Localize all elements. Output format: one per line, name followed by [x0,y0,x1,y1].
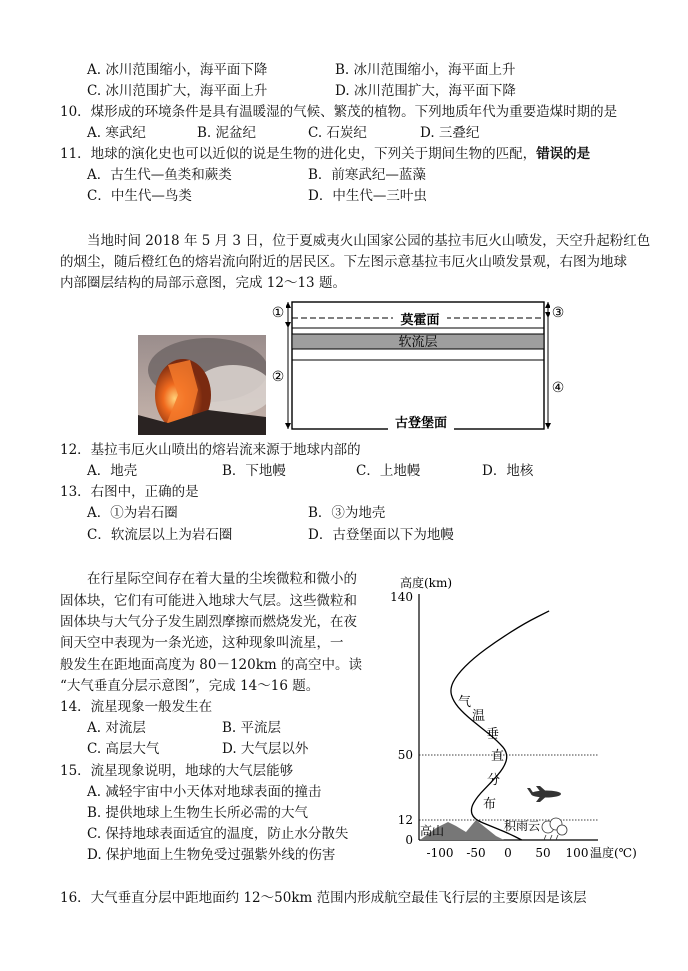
gutenberg-label: 古登堡面 [394,416,448,431]
q15-option-a: A. 减轻宇宙中小天体对地球表面的撞击 [87,784,322,800]
q10-option-d: D. 三叠纪 [420,125,480,141]
q15-option-c: C. 保持地球表面适宜的温度，防止水分散失 [87,826,349,842]
q13-option-a: A．①为岩石圈 [87,505,178,521]
xtick-50: 50 [535,846,551,860]
passage2-line5: 般发生在距地面高度为 80－120km 的高空中。读 [60,657,363,673]
xtick-neg50: -50 [466,846,486,860]
ytick-12: 12 [397,813,413,827]
passage2-line3: 固体块与大气分子发生剧烈摩擦而燃烧发光，在夜 [60,614,357,630]
xtick-neg100: -100 [426,846,454,860]
curve-label-6: 布 [483,797,497,812]
chart-ylabel: 高度(km) [400,576,453,590]
q14-option-c: C. 高层大气 [87,741,160,757]
q16-stem: 16．大气垂直分层中距地面约 12～50km 范围内形成航空最佳飞行层的主要原因是该层 [60,890,587,906]
passage1-line1: 当地时间 2018 年 5 月 3 日，位于夏威夷火山国家公园的基拉韦厄火山喷发，天空升起粉红色 [87,233,651,249]
passage1-line2: 的烟尘，随后橙红色的熔岩流向附近的居民区。下左图示意基拉韦厄火山喷发景观，右图为地球 [60,254,627,270]
ytick-140: 140 [390,590,413,604]
q12-option-d: D．地核 [482,463,534,479]
q11-option-b: B．前寒武纪—蓝藻 [308,167,426,183]
curve-label-2: 温 [472,709,486,724]
q13-option-b: B．③为地壳 [308,505,386,521]
q13-option-c: C．软流层以上为岩石圈 [87,527,233,543]
q11-stem-text: 11．地球的演化史也可以近似的说是生物的进化史，下列关于期间生物的匹配， [60,146,537,162]
mountain-label: 高山 [420,824,445,838]
q15-option-b: B. 提供地球上生物生长所必需的大气 [87,805,309,821]
q13-option-d: D．古登堡面以下为地幔 [308,527,454,543]
q12-stem: 12．基拉韦厄火山喷出的熔岩流来源于地球内部的 [60,442,361,458]
earth-layer-diagram [266,297,576,435]
q15-stem: 15．流星现象说明，地球的大气层能够 [60,763,294,779]
q14-option-b: B. 平流层 [222,720,282,736]
curve-label-4: 直 [491,749,505,764]
marker-2: ② [271,369,285,385]
q9-option-c: C. 冰川范围扩大，海平面上升 [87,83,268,99]
volcano-photo [138,335,266,435]
temperature-curve [451,611,549,840]
marker-1: ① [271,305,285,321]
cloud-label: 积雨云 [504,819,541,833]
ytick-0: 0 [405,833,413,847]
q9-option-d: D. 冰川范围扩大，海平面下降 [335,83,516,99]
q15-option-d: D. 保护地面上生物免受过强紫外线的伤害 [87,847,336,863]
q10-option-b: B. 泥盆纪 [197,125,257,141]
passage2-line6: “大气垂直分层示意图”，完成 14～16 题。 [60,678,320,694]
q11-stem [60,145,590,163]
passage1-line3: 内部圈层结构的局部示意图，完成 12～13 题。 [60,275,346,291]
q12-option-a: A．地壳 [87,463,138,479]
q11-option-c: C．中生代—鸟类 [87,188,192,204]
ytick-50: 50 [397,748,413,762]
marker-4: ④ [551,380,565,396]
q14-option-a: A. 对流层 [87,720,146,736]
xtick-100: 100 [565,846,589,860]
q9-option-a: A. 冰川范围缩小，海平面下降 [87,62,268,78]
q10-option-c: C. 石炭纪 [308,125,367,141]
q14-option-d: D. 大气层以外 [222,741,309,757]
passage2-line2: 固体块，它们有可能进入地球大气层。这些微粒和 [60,593,357,609]
curve-label-1: 气 [458,695,472,710]
q10-stem: 10．煤形成的环境条件是具有温暖湿的气候、繁茂的植物。下列地质年代为重要造煤时期的是 [60,104,618,120]
q9-option-b: B. 冰川范围缩小，海平面上升 [335,62,516,78]
q12-option-b: B．下地幔 [222,463,286,479]
airplane-icon [527,786,561,802]
asthenosphere-label: 软流层 [398,335,438,350]
q13-stem: 13．右图中，正确的是 [60,484,199,500]
q14-stem: 14．流星现象一般发生在 [60,699,213,715]
curve-label-3: 垂 [486,727,500,742]
marker-3: ③ [551,305,565,321]
q12-option-c: C．上地幔 [356,463,421,479]
chart-xlabel: 温度(℃) [590,846,637,860]
q11-stem-emphasis: 错误的是 [536,146,591,162]
q11-option-d: D．中生代—三叶虫 [308,188,427,204]
q11-option-a: A．古生代—鱼类和蕨类 [87,167,232,183]
passage2-line1: 在行星际空间存在着大量的尘埃微粒和微小的 [87,571,357,587]
xtick-0: 0 [504,846,512,860]
atmosphere-chart [386,572,652,864]
moho-label: 莫霍面 [400,313,440,328]
passage2-line4: 间天空中表现为一条光迹，这种现象叫流星，一 [60,635,344,651]
cloud-shape [542,818,567,840]
curve-label-5: 分 [487,773,501,788]
q10-option-a: A. 寒武纪 [87,125,146,141]
